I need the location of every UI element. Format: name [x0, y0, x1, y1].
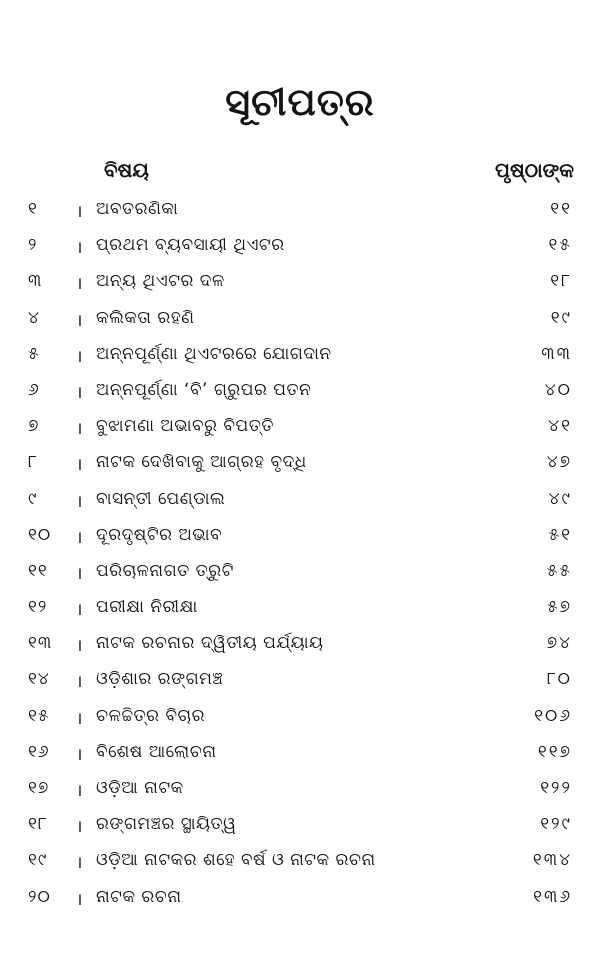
entry-separator: । [76, 636, 83, 657]
entry-number: ୧୨ [28, 597, 48, 618]
toc-entry [0, 446, 600, 482]
toc-entry [0, 338, 600, 374]
entry-number: ୧୯ [28, 850, 48, 871]
toc-entry [0, 229, 600, 265]
entry-separator: । [76, 781, 83, 801]
entry-page-number: ୧୨୯ [540, 814, 572, 835]
entry-number: ୧୩ [28, 633, 53, 654]
entry-title: ଓଡ଼ିଆ ନାଟକ [96, 778, 184, 798]
entry-page-number: ୪୧ [548, 416, 572, 437]
entry-title: ଓଡ଼ିଶାର ରଙ୍ଗମଞ୍ଚ [96, 669, 224, 690]
entry-separator: । [76, 744, 83, 765]
entry-separator: । [76, 238, 83, 259]
entry-title: ବିଶେଷ ଆଲୋଚନା [96, 741, 217, 762]
entry-number: ୫ [28, 343, 40, 364]
entry-page-number: ୫୧ [548, 524, 572, 545]
entry-number: ୪ [28, 307, 40, 328]
entry-title: ବୁଝାମଣା ଅଭାବରୁ ବିପତ୍ତି [96, 416, 274, 437]
entry-separator: । [76, 382, 83, 403]
entry-page-number: ୧୫ [548, 235, 572, 256]
entry-separator: । [76, 274, 83, 295]
entry-separator: । [76, 346, 83, 367]
entry-page-number: ୧୨୨ [540, 778, 572, 798]
toc-entry [0, 410, 600, 446]
entry-page-number: ୧୧୭ [537, 741, 572, 762]
entry-title: କଲିକତା ରହଣି [96, 307, 195, 328]
entry-page-number: ୩୩ [541, 343, 572, 364]
entry-separator: । [76, 600, 83, 621]
table-of-contents [0, 193, 600, 917]
entry-number: ୧୫ [28, 705, 50, 726]
entry-title: ପରିଚାଳନାଗତ ତ୍ରୁଟି [96, 560, 234, 581]
entry-title: ପରୀକ୍ଷା ନିରୀକ୍ଷା [96, 597, 198, 618]
entry-number: ୨୦ [28, 886, 51, 907]
entry-separator: । [76, 853, 83, 874]
entry-page-number: ୧୦୬ [534, 705, 572, 726]
entry-number: ୧୪ [28, 669, 50, 690]
entry-title: ନାଟକ ରଚନା [96, 886, 182, 907]
entry-page-number: ୧୮ [550, 271, 572, 292]
toc-entry [0, 265, 600, 301]
entry-title: ଅନ୍ନପୂର୍ଣ୍ଣା ‘ବି’ ଗ୍ରୁପର ପତନ [96, 379, 312, 400]
entry-page-number: ୪୯ [548, 488, 572, 509]
page-number-column-header: ପୃଷ୍ଠାଙ୍କ [495, 158, 574, 182]
toc-entry [0, 881, 600, 917]
page-title: ସୂଚୀପତ୍ର [225, 80, 375, 124]
entry-title: ଓଡ଼ିଆ ନାଟକର ଶହେ ବର୍ଷ ଓ ନାଟକ ରଚନା [96, 850, 376, 871]
toc-entry [0, 555, 600, 591]
toc-entry [0, 627, 600, 663]
toc-entry [0, 519, 600, 555]
entry-page-number: ୪୭ [546, 452, 572, 473]
toc-entry [0, 302, 600, 338]
entry-title: ଚଳଚ୍ଚିତ୍ର ବିଚାର [96, 705, 205, 726]
entry-title: ନାଟକ ଦେଖିବାକୁ ଆଗ୍ରହ ବୃଦ୍ଧି [96, 452, 307, 473]
entry-page-number: ୮୦ [546, 669, 572, 690]
entry-number: ୯ [28, 488, 38, 509]
entry-page-number: ୧୩୬ [533, 886, 572, 907]
entry-number: ୬ [28, 379, 40, 400]
entry-separator: । [76, 672, 83, 693]
entry-title: ଅନ୍ନପୂର୍ଣ୍ଣା ଥିଏଟରରେ ଯୋଗଦାନ [96, 343, 332, 364]
toc-entry [0, 700, 600, 736]
entry-number: ୭ [28, 416, 40, 437]
entry-page-number: ୧୯ [550, 307, 572, 328]
entry-page-number: ୧୩୪ [532, 850, 572, 871]
entry-title: ରଙ୍ଗମଞ୍ଚର ସ୍ଥାୟିତ୍ୱ [96, 814, 237, 835]
entry-title: ଦୂରଦୃଷ୍ଟିର ଅଭାବ [96, 524, 223, 545]
entry-page-number: ୧୧ [550, 199, 572, 219]
toc-entry [0, 808, 600, 844]
toc-entry [0, 374, 600, 410]
entry-page-number: ୫୫ [546, 560, 572, 581]
toc-entry [0, 591, 600, 627]
toc-entry [0, 736, 600, 772]
entry-number: ୧୬ [28, 741, 50, 762]
toc-entry [0, 483, 600, 519]
entry-title: ପ୍ରଥମ ବ୍ୟବସାୟୀ ଥିଏଟର [96, 235, 285, 256]
entry-page-number: ୪୦ [544, 379, 572, 400]
entry-number: ୧୧ [28, 560, 48, 581]
entry-separator: । [76, 527, 83, 548]
entry-separator: । [76, 310, 83, 331]
toc-entry [0, 663, 600, 699]
entry-number: ୮ [28, 452, 38, 473]
toc-entry [0, 844, 600, 880]
entry-separator: । [76, 491, 83, 512]
entry-separator: । [76, 889, 83, 910]
entry-title: ଅବତରଣିକା [96, 199, 179, 219]
entry-separator: । [76, 708, 83, 729]
toc-entry [0, 193, 600, 229]
entry-number: ୧୮ [28, 814, 48, 835]
entry-number: ୧୦ [28, 524, 52, 545]
entry-separator: । [76, 817, 83, 838]
entry-number: ୧୭ [28, 778, 50, 798]
subject-column-header: ବିଷୟ [104, 158, 149, 182]
entry-page-number: ୫୭ [546, 597, 572, 618]
entry-title: ନାଟକ ରଚନାର ଦ୍ୱିତୀୟ ପର୍ଯ୍ୟାୟ [96, 633, 324, 654]
entry-number: ୧ [28, 199, 38, 219]
entry-separator: । [76, 419, 83, 440]
toc-entry [0, 772, 600, 808]
entry-page-number: ୭୪ [546, 633, 572, 654]
entry-separator: । [76, 455, 83, 476]
entry-separator: । [76, 202, 83, 222]
entry-number: ୨ [28, 235, 38, 256]
entry-title: ବାସନ୍ତୀ ପେଣ୍ଡାଲ [96, 488, 226, 509]
entry-title: ଅନ୍ୟ ଥିଏଟର ଦଳ [96, 271, 225, 292]
entry-number: ୩ [28, 271, 43, 292]
entry-separator: । [76, 563, 83, 584]
